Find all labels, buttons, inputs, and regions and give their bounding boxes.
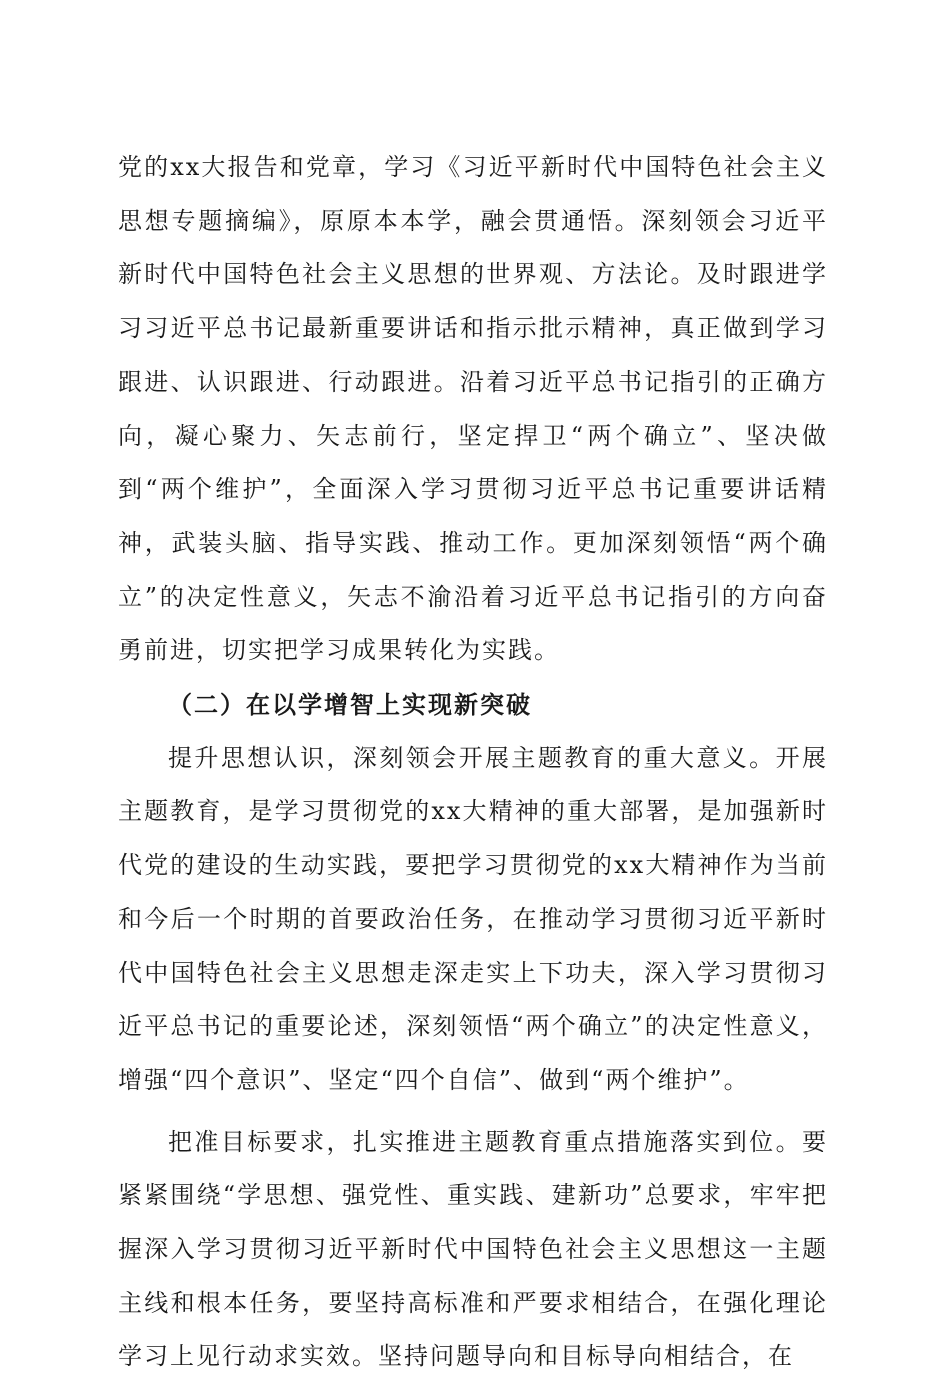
paragraph-continuation: 党的xx大报告和党章，学习《习近平新时代中国特色社会主义思想专题摘编》，原原本本学，融会贯通悟。深刻领会习近平新时代中国特色社会主义思想的世界观、方法论。及时跟进学习习近平总书记最新重要讲话和指示批示精神，真正做到学习跟进、认识跟进、行动跟进。沿着习近平总书记指引的正确方向，凝心聚力、矢志前行，坚定捍卫“两个确立”、坚决做到“两个维护”，全面深入学习贯彻习近平总书记重要讲话精神，武装头脑、指导实践、推动工作。更加深刻领悟“两个确立”的决定性意义，矢志不渝沿着习近平总书记指引的方向奋勇前进，切实把学习成果转化为实践。 bbox=[118, 153, 828, 665]
section-heading: （二）在以学增智上实现新突破 bbox=[168, 690, 532, 720]
paragraph-2: 把准目标要求，扎实推进主题教育重点措施落实到位。要紧紧围绕“学思想、强党性、重实践、建新功”总要求，牢牢把握深入学习贯彻习近平新时代中国特色社会主义思想这一主题主线和根本任务，要坚持高标准和严要求相结合，在强化理论学习上见行动求实效。坚持问题导向和目标导向相结合，在 bbox=[118, 1127, 828, 1371]
paragraph-1: 提升思想认识，深刻领会开展主题教育的重大意义。开展主题教育，是学习贯彻党的xx大精神的重大部署，是加强新时代党的建设的生动实践，要把学习贯彻党的xx大精神作为当前和今后一个时期的首要政治任务，在推动学习贯彻习近平新时代中国特色社会主义思想走深走实上下功夫，深入学习贯彻习近平总书记的重要论述，深刻领悟“两个确立”的决定性意义，增强“四个意识”、坚定“四个自信”、做到“两个维护”。 bbox=[118, 743, 828, 1094]
document-body bbox=[118, 141, 828, 1384]
